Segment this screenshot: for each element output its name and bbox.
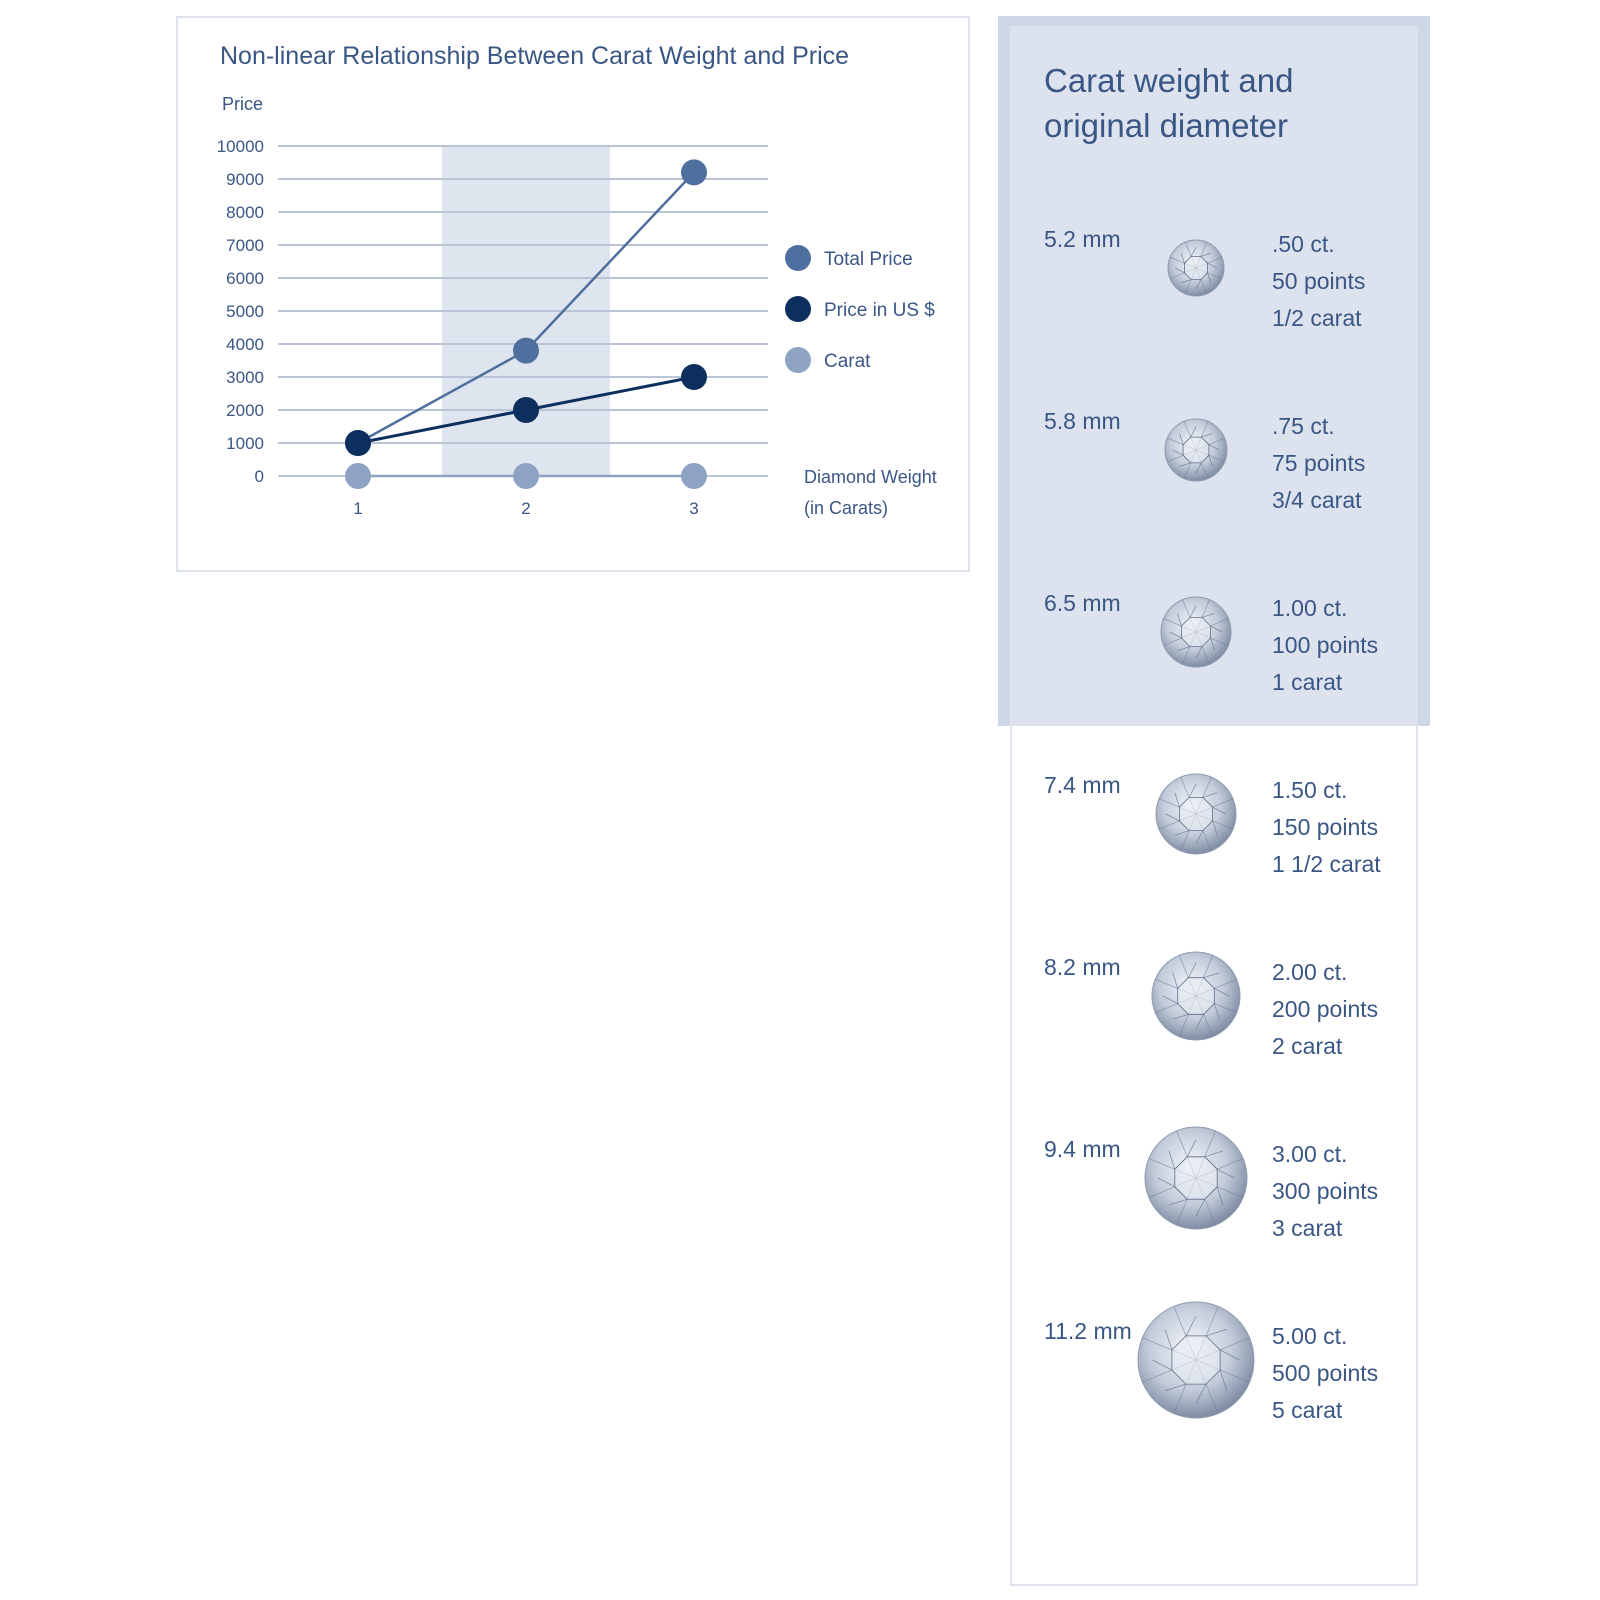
x-axis-label-line-2: (in Carats) xyxy=(804,498,889,518)
y-axis-label: Price xyxy=(222,94,264,114)
diamond-weight-info xyxy=(1272,226,1365,337)
diamond-carat: 3 carat xyxy=(1272,1215,1343,1241)
diamond-points: 500 points xyxy=(1272,1360,1379,1386)
y-tick-label: 10000 xyxy=(216,137,264,156)
diamond-icon xyxy=(1159,595,1233,669)
series-point-1 xyxy=(681,364,707,390)
diamond-diameter: 7.4 mm xyxy=(1044,772,1121,798)
diamond-row xyxy=(998,772,1430,932)
legend-swatch xyxy=(785,347,811,373)
y-tick-label: 8000 xyxy=(226,203,264,222)
diamond-ct: 1.00 ct. xyxy=(1272,595,1348,621)
diamond-points: 150 points xyxy=(1272,814,1379,840)
series-point-1 xyxy=(345,430,371,456)
diamond-icon xyxy=(1163,417,1229,483)
series-point-1 xyxy=(513,397,539,423)
diamond-diameter: 11.2 mm xyxy=(1044,1318,1132,1344)
diamond-weight-info xyxy=(1272,408,1365,519)
y-tick-label: 3000 xyxy=(226,368,264,387)
diamond-points: 300 points xyxy=(1272,1178,1379,1204)
diamond-row xyxy=(998,954,1430,1114)
legend-label: Total Price xyxy=(824,249,913,270)
x-tick-label: 3 xyxy=(689,499,699,518)
diamond-ct: 1.50 ct. xyxy=(1272,777,1348,803)
diamond-icon xyxy=(1154,772,1238,856)
panel-title-line-2: original diameter xyxy=(1044,107,1288,144)
diamond-weight-info xyxy=(1272,1136,1378,1247)
diamond-carat: 1 carat xyxy=(1272,669,1343,695)
price-chart-panel xyxy=(176,16,970,572)
carat-size-panel xyxy=(998,16,1430,1588)
diamond-diameter: 6.5 mm xyxy=(1044,590,1121,616)
diamond-carat: 3/4 carat xyxy=(1272,487,1362,513)
x-tick-label: 2 xyxy=(521,499,531,518)
diamond-row xyxy=(998,1136,1430,1296)
panel-title xyxy=(1044,58,1384,148)
diamond-carat: 5 carat xyxy=(1272,1397,1343,1423)
series-point-2 xyxy=(345,463,371,489)
y-tick-label: 9000 xyxy=(226,170,264,189)
y-tick-label: 0 xyxy=(254,467,264,486)
diamond-icon xyxy=(1143,1125,1249,1231)
diamond-row xyxy=(998,226,1430,386)
y-tick-label: 2000 xyxy=(226,401,264,420)
diamond-icon xyxy=(1166,238,1226,298)
diamond-diameter: 8.2 mm xyxy=(1044,954,1121,980)
diamond-ct: 5.00 ct. xyxy=(1272,1323,1348,1349)
diamond-icon xyxy=(1136,1300,1256,1420)
diamond-weight-info xyxy=(1272,590,1378,701)
y-tick-label: 1000 xyxy=(226,434,264,453)
y-tick-label: 5000 xyxy=(226,302,264,321)
diamond-points: 200 points xyxy=(1272,996,1379,1022)
diamond-ct: 2.00 ct. xyxy=(1272,959,1348,985)
diamond-diameter: 5.8 mm xyxy=(1044,408,1121,434)
price-chart xyxy=(178,18,972,574)
y-tick-label: 6000 xyxy=(226,269,264,288)
diamond-row xyxy=(998,590,1430,750)
x-tick-label: 1 xyxy=(353,499,363,518)
diamond-carat: 2 carat xyxy=(1272,1033,1343,1059)
diamond-row xyxy=(998,1318,1430,1478)
diamond-points: 75 points xyxy=(1272,450,1366,476)
series-point-0 xyxy=(681,159,707,185)
diamond-diameter: 5.2 mm xyxy=(1044,226,1121,252)
diamond-icon xyxy=(1150,950,1242,1042)
diamond-ct: 3.00 ct. xyxy=(1272,1141,1348,1167)
y-tick-label: 4000 xyxy=(226,335,264,354)
legend-swatch xyxy=(785,296,811,322)
legend-label: Price in US $ xyxy=(824,300,935,321)
diamond-ct: .75 ct. xyxy=(1272,413,1335,439)
diamond-carat: 1 1/2 carat xyxy=(1272,851,1381,877)
diamond-row xyxy=(998,408,1430,568)
diamond-points: 100 points xyxy=(1272,632,1379,658)
series-point-0 xyxy=(513,338,539,364)
series-point-2 xyxy=(681,463,707,489)
diamond-weight-info xyxy=(1272,772,1381,883)
diamond-weight-info xyxy=(1272,954,1378,1065)
panel-title-line-1: Carat weight and xyxy=(1044,62,1294,99)
legend-label: Carat xyxy=(824,351,871,372)
diamond-weight-info xyxy=(1272,1318,1378,1429)
chart-title: Non-linear Relationship Between Carat Weight and Price xyxy=(220,42,850,70)
x-axis-label-line-1: Diamond Weight xyxy=(804,467,937,487)
diamond-points: 50 points xyxy=(1272,268,1366,294)
legend-swatch xyxy=(785,245,811,271)
y-tick-label: 7000 xyxy=(226,236,264,255)
diamond-ct: .50 ct. xyxy=(1272,231,1335,257)
diamond-diameter: 9.4 mm xyxy=(1044,1136,1121,1162)
series-point-2 xyxy=(513,463,539,489)
diamond-carat: 1/2 carat xyxy=(1272,305,1362,331)
